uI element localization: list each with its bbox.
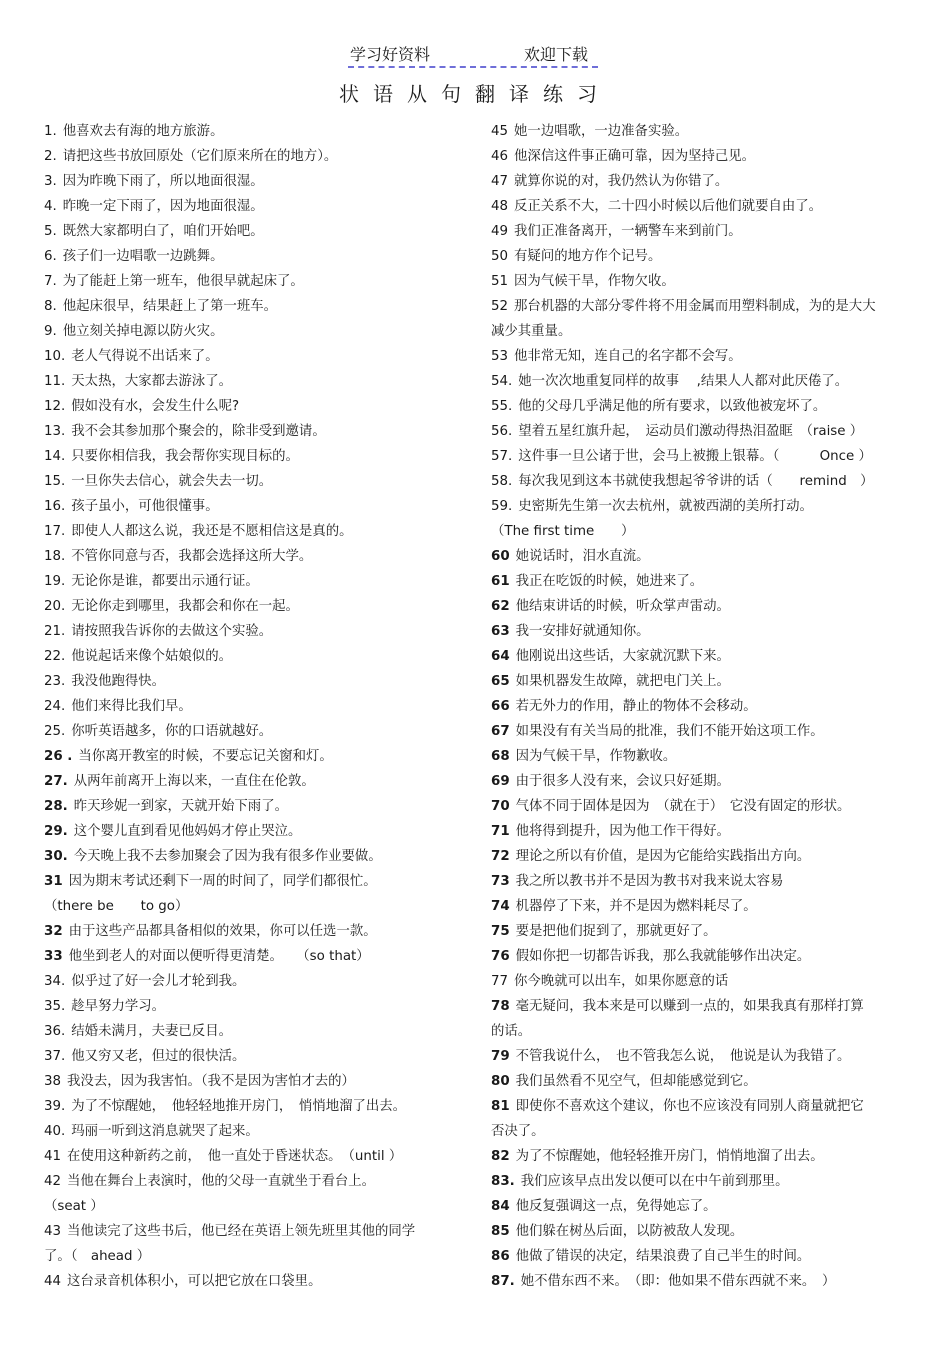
item-number: 14. (44, 449, 66, 464)
item-number: 62 (491, 599, 510, 614)
exercise-item (491, 1069, 911, 1094)
item-number: 56. (491, 424, 513, 439)
exercise-item (44, 344, 464, 369)
item-number: 3. (44, 174, 57, 189)
exercise-item (44, 794, 464, 819)
item-text: 那台机器的大部分零件将不用金属而用塑料制成，为的是大大减少其重量。 (491, 299, 876, 339)
item-text: 我之所以教书并不是因为教书对我来说太容易 (515, 874, 784, 889)
item-number: 81 (491, 1099, 510, 1114)
item-text: 他深信这件事正确可靠，因为坚持己见。 (514, 149, 756, 164)
exercise-item (44, 919, 464, 944)
item-number: 15. (44, 474, 66, 489)
exercise-item (44, 594, 464, 619)
item-number: 11. (44, 374, 66, 389)
exercise-item (491, 169, 911, 194)
exercise-item (491, 894, 911, 919)
item-text: 我们正准备离开，一辆警车来到前门。 (514, 224, 742, 239)
exercise-item (44, 1069, 464, 1094)
exercise-item (44, 994, 464, 1019)
exercise-item (491, 294, 876, 344)
item-number: 55. (491, 399, 513, 414)
exercise-item (491, 919, 911, 944)
item-text: 望着五星红旗升起， 运动员们激动得热泪盈眶 （raise ） (518, 424, 864, 439)
exercise-item (491, 1269, 911, 1294)
exercise-item (44, 719, 464, 744)
item-number: 49 (491, 224, 509, 239)
item-number: 66 (491, 699, 510, 714)
item-text: 当他读完了这些书后，他已经在英语上领先班里其他的同学了。（ ahead ） (44, 1224, 416, 1264)
item-text: 他起床很早，结果赶上了第一班车。 (62, 299, 278, 314)
item-number: 64 (491, 649, 510, 664)
exercise-item (491, 794, 911, 819)
exercise-item (491, 269, 911, 294)
exercise-item (491, 869, 911, 894)
left-column-list (44, 119, 464, 1294)
item-number: 68 (491, 749, 510, 764)
item-text: 既然大家都明白了，咱们开始吧。 (62, 224, 264, 239)
item-number: 9. (44, 324, 57, 339)
item-number: 38 (44, 1074, 62, 1089)
exercise-item (44, 519, 464, 544)
exercise-item (491, 444, 911, 469)
item-text: 他反复强调这一点，免得她忘了。 (515, 1199, 717, 1214)
exercise-item (491, 594, 911, 619)
item-number: 35. (44, 999, 66, 1014)
item-number: 83. (491, 1174, 515, 1189)
exercise-item (44, 319, 464, 344)
item-text: 要是把他们捉到了，那就更好了。 (515, 924, 717, 939)
item-number: 28. (44, 799, 68, 814)
item-number: 46 (491, 149, 509, 164)
item-number: 86 (491, 1249, 510, 1264)
item-number: 76 (491, 949, 510, 964)
item-text: 他又穷又老，但过的很快活。 (71, 1049, 246, 1064)
item-number: 47 (491, 174, 509, 189)
item-text: 有疑问的地方作个记号。 (514, 249, 662, 264)
exercise-item (44, 544, 464, 569)
exercise-item (44, 1219, 424, 1269)
item-number: 74 (491, 899, 510, 914)
item-text: 他们来得比我们早。 (71, 699, 192, 714)
exercise-item (491, 994, 876, 1044)
item-text: 机器停了下来，并不是因为燃料耗尽了。 (515, 899, 757, 914)
item-number: 8. (44, 299, 57, 314)
item-number: 52 (491, 299, 509, 314)
exercise-item (44, 269, 464, 294)
item-number: 54. (491, 374, 513, 389)
exercise-item (491, 119, 911, 144)
item-number: 23. (44, 674, 66, 689)
item-text: 孩子虽小，可他很懂事。 (71, 499, 219, 514)
item-number: 73 (491, 874, 510, 889)
item-text: 她说话时，泪水直流。 (515, 549, 650, 564)
item-text: 由于这些产品都具备相似的效果，你可以任选一款。 (68, 924, 377, 939)
exercise-item (44, 369, 464, 394)
document-title: 状语从句翻译练习 (339, 82, 611, 106)
right-column-list (491, 119, 911, 1294)
item-text: 天太热，大家都去游泳了。 (71, 374, 232, 389)
exercise-item (491, 844, 911, 869)
exercise-item (44, 294, 464, 319)
item-number: 61 (491, 574, 510, 589)
item-number: 5. (44, 224, 57, 239)
item-text: 假如你把一切都告诉我，那么我就能够作出决定。 (515, 949, 811, 964)
item-text: 他坐到老人的对面以便听得更清楚。 （so that） (68, 949, 370, 964)
item-number: 53 (491, 349, 509, 364)
exercise-item (491, 219, 911, 244)
item-number: 85 (491, 1224, 510, 1239)
exercise-item (491, 419, 911, 444)
item-number: 6. (44, 249, 57, 264)
item-text: 每次我见到这本书就使我想起爷爷讲的话（ remind ） (518, 474, 874, 489)
item-text: 她不借东西不来。 （即：他如果不借东西就不来。 ） (520, 1274, 836, 1289)
item-text: 这台录音机体积小，可以把它放在口袋里。 (67, 1274, 322, 1289)
item-number: 44 (44, 1274, 62, 1289)
item-text: 她一次次地重复同样的故事 ,结果人人都对此厌倦了。 (518, 374, 849, 389)
exercise-item (44, 219, 464, 244)
item-text: 昨晚一定下雨了，因为地面很湿。 (62, 199, 264, 214)
item-text: 毫无疑问，我本来是可以赚到一点的，如果我真有那样打算的话。 (491, 999, 864, 1039)
item-number: 80 (491, 1074, 510, 1089)
item-text: 理论之所以有价值，是因为它能给实践指出方向。 (515, 849, 811, 864)
exercise-item (44, 1144, 464, 1169)
item-text: 不管你同意与否，我都会选择这所大学。 (71, 549, 313, 564)
item-number: 26 . (44, 749, 73, 764)
item-number: 20. (44, 599, 66, 614)
item-number: 12. (44, 399, 66, 414)
item-text: 因为气候干旱，作物欠收。 (514, 274, 675, 289)
item-text: 似乎过了好一会儿才轮到我。 (71, 974, 246, 989)
item-text: 因为气候干旱，作物歉收。 (515, 749, 677, 764)
exercise-item (44, 119, 464, 144)
item-number: 82 (491, 1149, 510, 1164)
item-text: 这件事一旦公诸于世，会马上被搬上银幕。（ Once ） (518, 449, 872, 464)
exercise-item (44, 169, 464, 194)
item-text: 我不会其参加那个聚会的，除非受到邀请。 (71, 424, 326, 439)
item-text: 如果机器发生故障，就把电门关上。 (515, 674, 730, 689)
item-text: 无论你走到哪里，我都会和你在一起。 (71, 599, 299, 614)
item-number: 19. (44, 574, 66, 589)
exercise-item (491, 394, 911, 419)
header-left-text: 学习好资料 (350, 45, 431, 64)
item-text: 我一安排好就通知你。 (515, 624, 650, 639)
item-text: 请把这些书放回原处（它们原来所在的地方）。 (62, 149, 338, 164)
item-number: 71 (491, 824, 510, 839)
exercise-item (44, 644, 464, 669)
item-text: 只要你相信我，我会帮你实现目标的。 (71, 449, 299, 464)
exercise-item (491, 719, 911, 744)
exercise-item (491, 469, 911, 494)
item-text: 玛丽一听到这消息就哭了起来。 (71, 1124, 259, 1139)
exercise-item (44, 819, 464, 844)
item-number: 10. (44, 349, 66, 364)
item-number: 67 (491, 724, 510, 739)
item-number: 31 (44, 874, 63, 889)
item-text: 孩子们一边唱歌一边跳舞。 (62, 249, 224, 264)
item-text: 即使人人都这么说，我还是不愿相信这是真的。 (71, 524, 353, 539)
item-text: 我没他跑得快。 (71, 674, 166, 689)
exercise-item (44, 444, 464, 469)
item-text: 一旦你失去信心，就会失去一切。 (71, 474, 273, 489)
item-text: 你听英语越多，你的口语就越好。 (71, 724, 273, 739)
item-number: 36. (44, 1024, 66, 1039)
item-text: 他做了错误的决定，结果浪费了自己半生的时间。 (515, 1249, 811, 1264)
item-number: 72 (491, 849, 510, 864)
exercise-item (44, 469, 464, 494)
exercise-item (491, 1244, 911, 1269)
item-number: 69 (491, 774, 510, 789)
item-hint: （The first time ） (491, 524, 635, 539)
item-number: 29. (44, 824, 68, 839)
item-number: 50 (491, 249, 509, 264)
exercise-item (44, 394, 464, 419)
exercise-item (44, 744, 464, 769)
item-text: 今天晚上我不去参加聚会了因为我有很多作业要做。 (73, 849, 382, 864)
item-text: 我正在吃饭的时候，她进来了。 (515, 574, 704, 589)
item-number: 51 (491, 274, 509, 289)
item-text: 她一边唱歌，一边准备实验。 (514, 124, 689, 139)
exercise-item (44, 944, 464, 969)
item-number: 17. (44, 524, 66, 539)
item-text: 他们躲在树丛后面，以防被敌人发现。 (515, 1224, 744, 1239)
exercise-item (44, 844, 464, 869)
exercise-item (491, 244, 911, 269)
item-text: 由于很多人没有来，会议只好延期。 (515, 774, 730, 789)
item-number: 37. (44, 1049, 66, 1064)
item-number: 58. (491, 474, 513, 489)
item-text: 因为期末考试还剩下一周的时间了，同学们都很忙。 (68, 874, 377, 889)
item-number: 2. (44, 149, 57, 164)
item-number: 59. (491, 499, 513, 514)
exercise-item (491, 344, 911, 369)
exercise-item (491, 1194, 911, 1219)
item-text: 他说起话来像个姑娘似的。 (71, 649, 232, 664)
exercise-item (44, 419, 464, 444)
exercise-item (44, 1019, 464, 1044)
item-number: 78 (491, 999, 510, 1014)
exercise-item (491, 544, 911, 569)
item-number: 33 (44, 949, 63, 964)
item-text: 假如没有水，会发生什么呢? (71, 399, 240, 414)
exercise-item (491, 744, 911, 769)
item-number: 60 (491, 549, 510, 564)
item-number: 41 (44, 1149, 62, 1164)
exercise-item (491, 769, 911, 794)
item-text: 因为昨晚下雨了，所以地面很湿。 (62, 174, 264, 189)
item-text: 在使用这种新药之前， 他一直处于昏迷状态。 （until ） (67, 1149, 403, 1164)
item-number: 4. (44, 199, 57, 214)
exercise-item (44, 244, 464, 269)
item-number: 43 (44, 1224, 62, 1239)
item-text: 反正关系不大，二十四小时候以后他们就要自由了。 (514, 199, 823, 214)
item-number: 13. (44, 424, 66, 439)
item-number: 34. (44, 974, 66, 989)
item-number: 48 (491, 199, 509, 214)
item-text: 即使你不喜欢这个建议，你也不应该没有同别人商量就把它否决了。 (491, 1099, 864, 1139)
item-text: 我没去，因为我害怕。（我不是因为害怕才去的） (67, 1074, 355, 1089)
exercise-item (44, 194, 464, 219)
item-text: 结婚未满月，夫妻已反目。 (71, 1024, 232, 1039)
item-text: 你今晚就可以出车，如果你愿意的话 (514, 974, 729, 989)
exercise-item (44, 619, 464, 644)
item-hint: （seat ） (44, 1199, 104, 1214)
item-number: 18. (44, 549, 66, 564)
item-text: 他立刻关掉电源以防火灾。 (62, 324, 224, 339)
item-text: 他结束讲话的时候，听众掌声雷动。 (515, 599, 730, 614)
item-number: 40. (44, 1124, 66, 1139)
item-number: 57. (491, 449, 513, 464)
item-text: 史密斯先生第一次去杭州，就被西湖的美所打动。 (518, 499, 813, 514)
exercise-item (491, 1169, 911, 1194)
item-text: 就算你说的对，我仍然认为你错了。 (514, 174, 729, 189)
item-text: 他的父母几乎满足他的所有要求，以致他被宠坏了。 (518, 399, 827, 414)
item-number: 77 (491, 974, 509, 989)
exercise-item (491, 644, 911, 669)
item-number: 75 (491, 924, 510, 939)
item-text: 昨天珍妮一到家，天就开始下雨了。 (73, 799, 288, 814)
item-text: 为了不惊醒她，他轻轻推开房门，悄悄地溜了出去。 (515, 1149, 824, 1164)
exercise-item (44, 969, 464, 994)
item-text: 我们应该早点出发以便可以在中午前到那里。 (520, 1174, 789, 1189)
item-text: 当他在舞台上表演时，他的父母一直就坐于看台上。 (67, 1174, 376, 1189)
exercise-item (491, 619, 911, 644)
exercise-item (44, 1119, 464, 1144)
item-text: 他将得到提升，因为他工作干得好。 (515, 824, 730, 839)
item-text: 无论你是谁，都要出示通行证。 (71, 574, 259, 589)
item-number: 16. (44, 499, 66, 514)
item-number: 87. (491, 1274, 515, 1289)
item-number: 7. (44, 274, 57, 289)
item-number: 79 (491, 1049, 510, 1064)
item-number: 45 (491, 124, 509, 139)
item-text: 不管我说什么， 也不管我怎么说， 他说是认为我错了。 (515, 1049, 851, 1064)
exercise-item (491, 1219, 911, 1244)
exercise-item (491, 1144, 911, 1169)
item-number: 32 (44, 924, 63, 939)
item-text: 他刚说出这些话，大家就沉默下来。 (515, 649, 730, 664)
item-number: 63 (491, 624, 510, 639)
exercise-item (491, 969, 911, 994)
exercise-item (491, 144, 911, 169)
item-number: 27. (44, 774, 68, 789)
item-text: 为了能赶上第一班车，他很早就起床了。 (62, 274, 304, 289)
item-number: 70 (491, 799, 510, 814)
exercise-item (44, 1044, 464, 1069)
exercise-item (44, 144, 464, 169)
item-number: 1. (44, 124, 57, 139)
item-number: 65 (491, 674, 510, 689)
item-number: 84 (491, 1199, 510, 1214)
exercise-item (44, 1269, 464, 1294)
exercise-item (44, 669, 464, 694)
exercise-item (44, 569, 464, 594)
exercise-item (491, 194, 911, 219)
exercise-item (491, 569, 911, 594)
exercise-item (491, 494, 876, 544)
page-header (348, 40, 598, 68)
exercise-item (44, 769, 464, 794)
item-text: 为了不惊醒她， 他轻轻地推开房门， 悄悄地溜了出去。 (71, 1099, 407, 1114)
item-text: 若无外力的作用，静止的物体不会移动。 (515, 699, 757, 714)
exercise-item (44, 494, 464, 519)
exercise-item (491, 819, 911, 844)
item-text: 请按照我告诉你的去做这个实验。 (71, 624, 273, 639)
item-text: 气体不同于固体是因为 （就在于） 它没有固定的形状。 (515, 799, 851, 814)
item-text: 我们虽然看不见空气，但却能感觉到它。 (515, 1074, 757, 1089)
exercise-item (491, 694, 911, 719)
item-number: 39. (44, 1099, 66, 1114)
exercise-item (491, 1094, 876, 1144)
exercise-item (44, 1094, 464, 1119)
item-text: 如果没有有关当局的批准，我们不能开始这项工作。 (515, 724, 824, 739)
item-number: 42 (44, 1174, 62, 1189)
exercise-item (491, 1044, 911, 1069)
item-text: 从两年前离开上海以来，一直住在伦敦。 (73, 774, 315, 789)
item-number: 25. (44, 724, 66, 739)
exercise-item (491, 369, 911, 394)
item-text: 这个婴儿直到看见他妈妈才停止哭泣。 (73, 824, 302, 839)
exercise-item (44, 869, 424, 919)
exercise-item (491, 669, 911, 694)
item-hint: （there be to go） (44, 899, 189, 914)
item-text: 他喜欢去有海的地方旅游。 (62, 124, 224, 139)
item-number: 24. (44, 699, 66, 714)
item-text: 趁早努力学习。 (71, 999, 166, 1014)
item-text: 当你离开教室的时候，不要忘记关窗和灯。 (78, 749, 333, 764)
item-number: 22. (44, 649, 66, 664)
item-number: 21. (44, 624, 66, 639)
exercise-item (44, 1169, 424, 1219)
header-right-text: 欢迎下载 (524, 45, 589, 64)
item-text: 老人气得说不出话来了。 (71, 349, 219, 364)
exercise-item (491, 944, 911, 969)
item-text: 他非常无知，连自己的名字都不会写。 (514, 349, 742, 364)
exercise-item (44, 694, 464, 719)
item-number: 30. (44, 849, 68, 864)
